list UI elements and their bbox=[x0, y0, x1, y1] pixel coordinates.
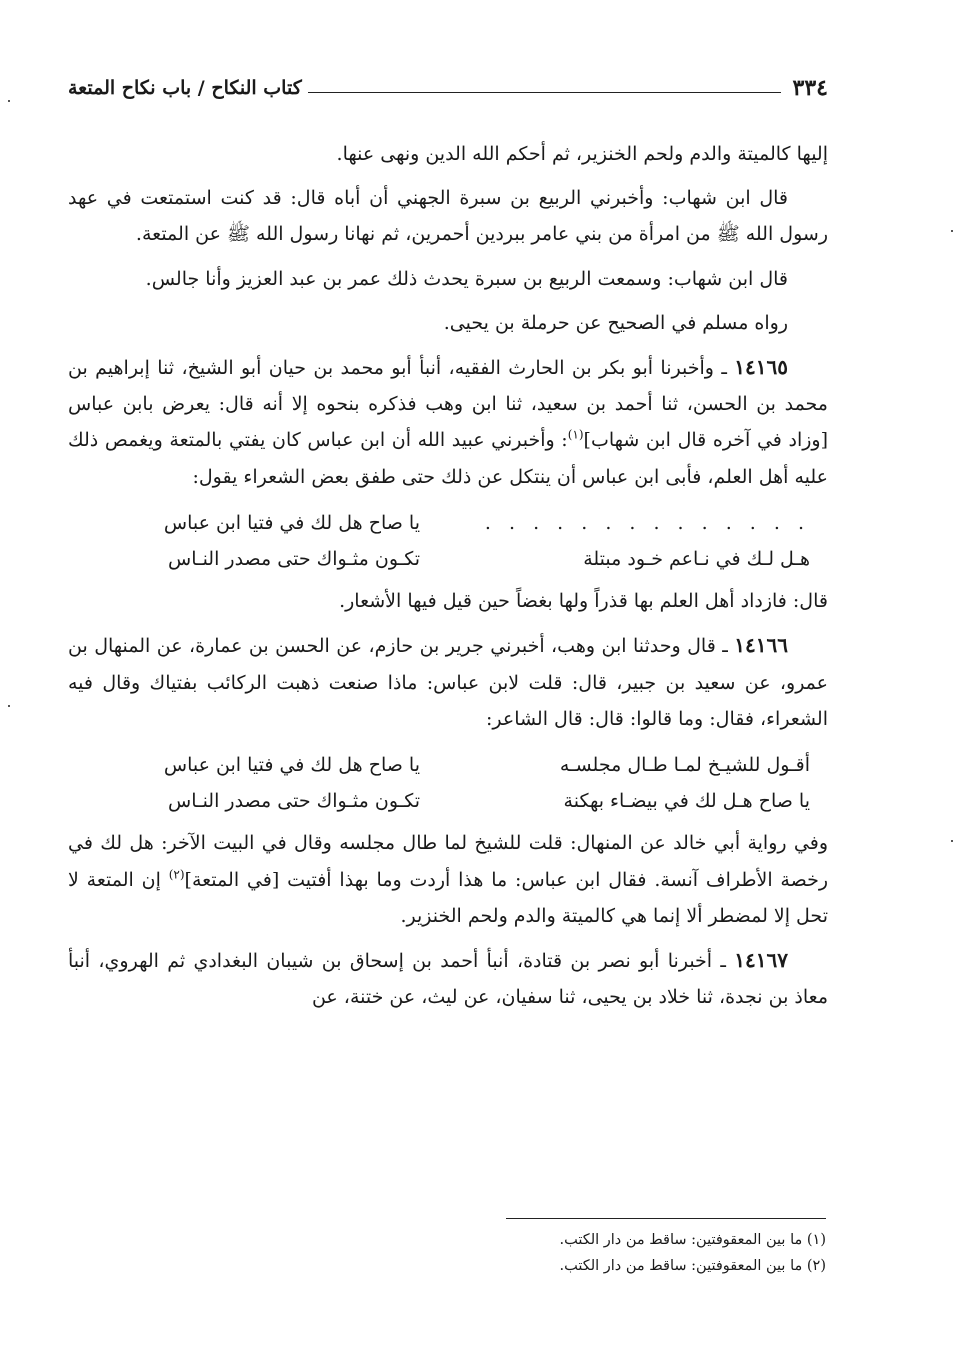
paragraph-2: قال ابن شهاب: وأخبرني الربيع بن سبرة الجهني أن أباه قال: قد كنت استمتعت في عهد رسول الله ﷺ من امرأة من بني عامر ببردين أحمرين، ثم نهانا رسول الله ﷺ عن المتعة. bbox=[68, 187, 828, 246]
verse-second-hemistich: يا صاح هل لك في فتيا ابن عباس bbox=[163, 511, 420, 534]
hadith-text: ـ وأخبرنا أبو بكر بن الحارث الفقيه، أنبأ أبو محمد بن حيان أبو الشيخ، ثنا إبراهيم بن محمد بن الحسن، ثنا أحمد بن سعيد، ثنا ابن وهب فذكره بنحوه إلا أنه قال: يعرض بابن عباس [وزاد في آخره قال ابن شهاب] bbox=[68, 357, 828, 452]
scan-margin-mark bbox=[951, 230, 953, 232]
paragraph-5: قال: فازداد أهل العلم بها قذراً ولها بغضاً حين قيل فيها الأشعار. bbox=[339, 590, 828, 613]
paragraph-4: رواه مسلم في الصحيح عن حرملة بن يحيى. bbox=[443, 311, 788, 334]
verse-first-hemistich: يا صاح هـل لك في بيضـاء بهكنة bbox=[563, 790, 810, 813]
footnote-ref-2[interactable]: (٢) bbox=[168, 867, 185, 882]
page-number: ٣٣٤ bbox=[792, 75, 828, 101]
poem-2 bbox=[68, 747, 828, 819]
scan-margin-mark bbox=[8, 100, 10, 102]
footnote-ref-1[interactable]: (١) bbox=[567, 428, 584, 443]
verse bbox=[68, 505, 828, 541]
scan-margin-mark bbox=[951, 840, 953, 842]
paragraph-6 bbox=[68, 825, 828, 934]
scan-margin-mark bbox=[8, 705, 10, 707]
running-header bbox=[68, 70, 828, 106]
verse-first-hemistich: أقـول للشيـخ لمـا طـال مجلسـه bbox=[559, 754, 810, 777]
verse bbox=[68, 541, 828, 577]
paragraph-3: قال ابن شهاب: وسمعت الربيع بن سبرة يحدث ذلك عمر بن عبد العزيز وأنا جالس. bbox=[145, 267, 788, 290]
footnote-2: (٢) ما بين المعقوفتين: ساقط من دار الكتب. bbox=[559, 1258, 826, 1274]
verse bbox=[68, 783, 828, 819]
verse-second-hemistich: تكـون مثـواك حتى مصدر النـاس bbox=[168, 548, 420, 571]
footnote-1: (١) ما بين المعقوفتين: ساقط من دار الكتب. bbox=[559, 1232, 826, 1248]
hadith-14166 bbox=[68, 627, 828, 737]
paragraph-text-cont: إن المتعة لا تحل إلا لمضطر ألا إنما هي كالميتة والدم ولحم الخنزير. bbox=[68, 868, 828, 927]
hadith-number: ١٤١٦٥ bbox=[734, 355, 788, 380]
footnote-rule bbox=[506, 1218, 826, 1219]
verse bbox=[68, 747, 828, 783]
hadith-14165 bbox=[68, 349, 828, 495]
book-page bbox=[68, 70, 828, 1023]
verse-second-hemistich: يا صاح هل لك في فتيا ابن عباس bbox=[163, 754, 420, 777]
hadith-text-cont: : وأخبرني عبيد الله أن ابن عباس كان يفتي بالمتعة ويغمص ذلك عليه أهل العلم، فأبى ابن عباس أن ينتكل عن ذلك حتى طفق بعض الشعراء يقول: bbox=[68, 429, 828, 488]
footnotes bbox=[496, 1218, 826, 1279]
header-rule bbox=[308, 92, 781, 93]
poem-1 bbox=[68, 505, 828, 577]
hadith-number: ١٤١٦٦ bbox=[734, 633, 788, 658]
hadith-text: ـ أخبرنا أبو نصر بن قتادة، أنبأ أحمد بن إسحاق بن شيبان البغدادي ثم الهروي، أنبأ معاذ بن نجدة، ثنا خلاد بن يحيى، ثنا سفيان، عن ليث، عن ختنة، عن bbox=[68, 950, 828, 1009]
hadith-text: ـ قال وحدثنا ابن وهب، أخبرني جرير بن حازم، عن الحسن بن عمارة، عن المنهال بن عمرو، عن سعيد بن جبير، قال: قلت لابن عباس: ماذا صنعت ذهبت الركائب بفتياك وقال فيه الشعراء، فقال: وما قالوا: قال: قال الشاعر: bbox=[68, 635, 828, 730]
verse-first-hemistich: . . . . . . . . . . . . . . bbox=[484, 511, 810, 534]
header-title: كتاب النكاح / باب نكاح المتعة bbox=[68, 77, 302, 99]
hadith-14167 bbox=[68, 942, 828, 1015]
paragraph-1: إليها كالميتة والدم ولحم الخنزير، ثم أحكم الله الدين ونهى عنها. bbox=[336, 143, 828, 165]
verse-second-hemistich: تكـون مثـواك حتى مصدر النـاس bbox=[168, 790, 420, 813]
hadith-number: ١٤١٦٧ bbox=[734, 948, 788, 972]
verse-first-hemistich: هـل لـك في نـاعم خـود مبتلة bbox=[583, 548, 810, 571]
paragraph-text: وفي رواية أبي خالد عن المنهال: قلت للشيخ لما طال مجلسه وقال في البيت الآخر: هل لك في رخصة الأطراف آنسة. فقال ابن عباس: ما هذا أردت وما بهذا أفتيت [في المتعة] bbox=[68, 832, 829, 891]
main-text bbox=[68, 136, 828, 1015]
